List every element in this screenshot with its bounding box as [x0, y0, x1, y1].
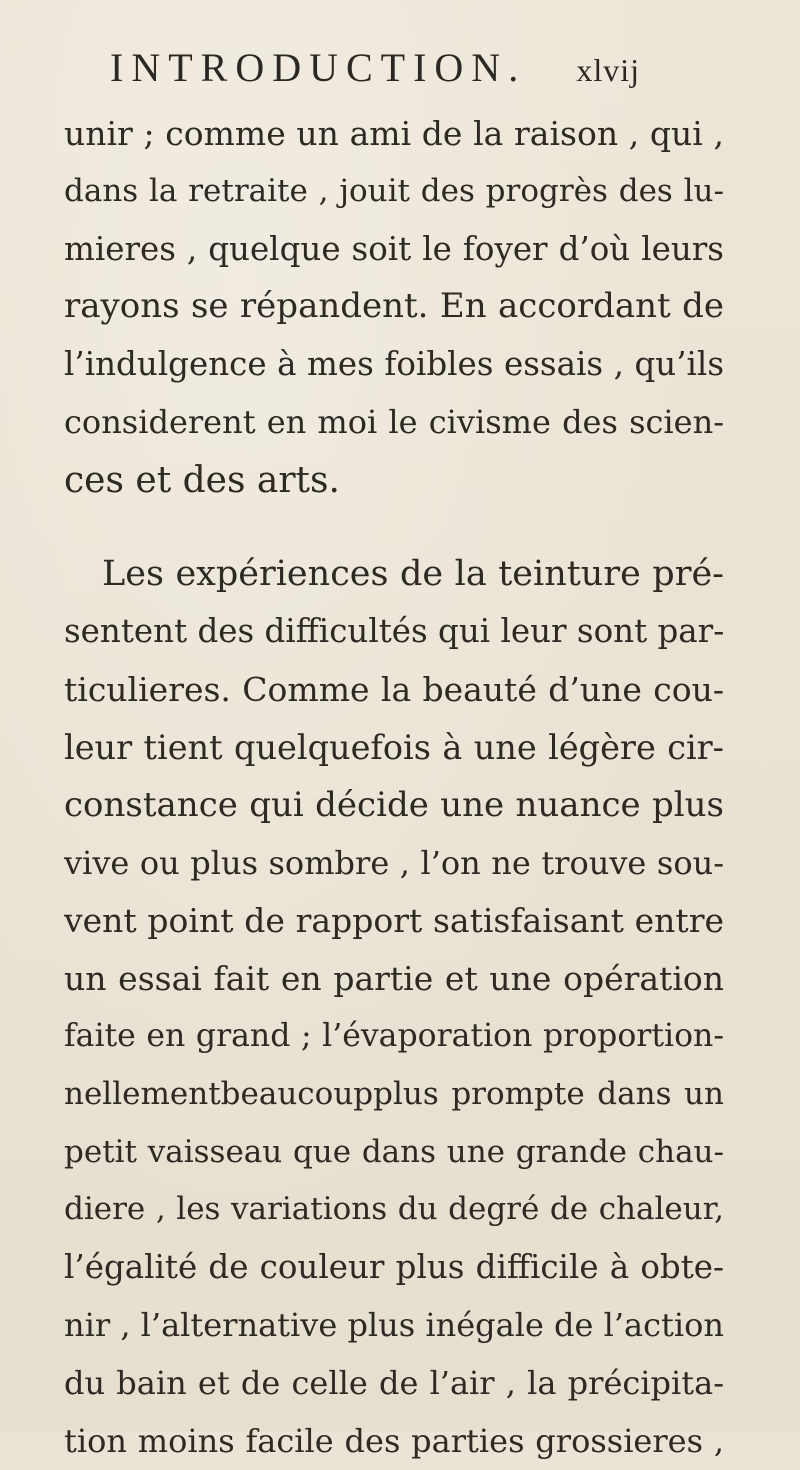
- text-line: mieres , quelque soit le foyer d’où leurs: [64, 229, 724, 268]
- paragraph-2: [64, 546, 724, 1470]
- text-line: sentent des difficultés qui leur sont par-: [64, 612, 725, 651]
- text-line: diere , les variations du degré de chaleur,: [64, 1191, 724, 1228]
- text-line: constance qui décide une nuance plus: [64, 784, 724, 825]
- text-line: vent point de rapport satisfaisant entre: [64, 901, 724, 941]
- text-line: faite en grand ; l’évaporation proportion-: [64, 1017, 724, 1054]
- text-line: unir ; comme un ami de la raison , qui ,: [64, 114, 724, 153]
- body-text: [64, 105, 724, 1470]
- text-line: petit vaisseau que dans une grande chau-: [64, 1133, 724, 1170]
- text-line: dans la retraite , jouit des progrès des lu-: [64, 172, 724, 209]
- text-line: l’égalité de couleur plus difficile à obte-: [64, 1248, 724, 1287]
- text-line: Les expériences de la teinture pré-: [102, 553, 724, 594]
- text-line: vive ou plus sombre , l’on ne trouve sou-: [64, 843, 724, 882]
- running-title: INTRODUCTION.: [110, 45, 527, 90]
- paragraph-1: [64, 105, 724, 510]
- page-number: xlvij: [576, 52, 640, 88]
- text-line: rayons se répandent. En accordant de: [64, 286, 724, 327]
- text-line: ticulieres. Comme la beauté d’une cou-: [64, 670, 724, 710]
- paragraph-gap: [64, 510, 724, 546]
- text-line: du bain et de celle de l’air , la précipita-: [64, 1363, 724, 1402]
- text-line: leur tient quelquefois à une légère cir-: [64, 727, 724, 767]
- text-line: un essai fait en partie et une opération: [64, 959, 724, 999]
- text-line: ces et des arts.: [64, 459, 340, 501]
- text-line: l’indulgence à mes foibles essais , qu’ils: [64, 345, 724, 384]
- text-line: nellementbeaucoupplus prompte dans un: [64, 1075, 724, 1112]
- page-header: [110, 44, 640, 100]
- text-line: nir , l’alternative plus inégale de l’action: [64, 1305, 725, 1344]
- text-line: tion moins facile des parties grossieres ,: [64, 1421, 724, 1460]
- text-line: considerent en moi le civisme des scien-: [64, 402, 724, 441]
